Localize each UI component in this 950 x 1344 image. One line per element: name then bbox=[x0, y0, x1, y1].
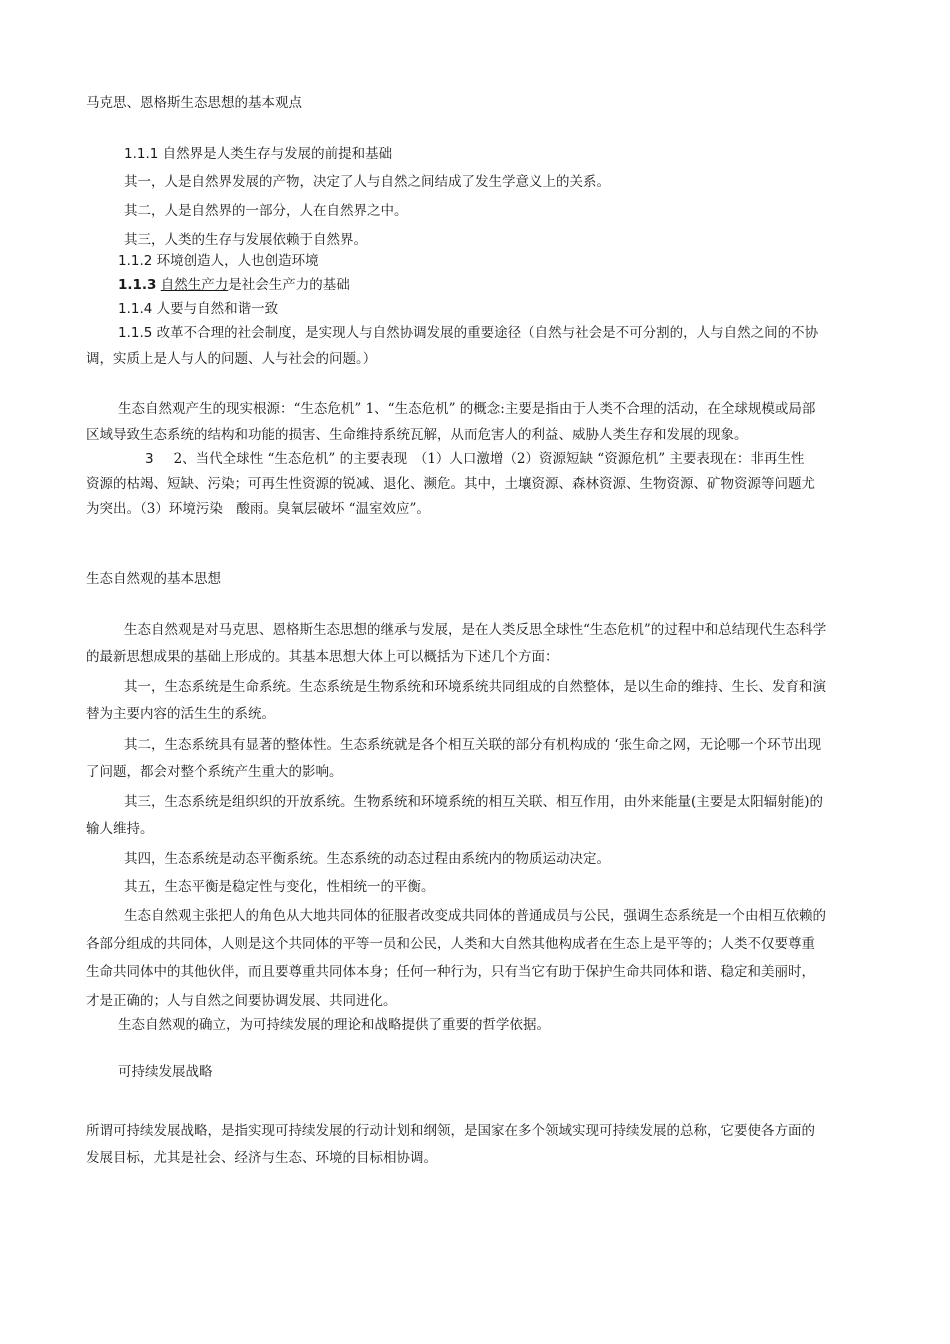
main-paragraph-line-2: 各部分组成的共同体，人则是这个共同体的平等一员和公民，人类和大自然其他构成者在生态上是平等的；人类不仅要尊重 bbox=[86, 936, 815, 952]
crisis-paragraph-line-3: 3 2、当代全球性 “生态危机” 的主要表现 （1）人口激增（2）资源短缺 “资源危机” 主要表现在：非再生性 bbox=[145, 451, 805, 467]
philosophical-basis: 生态自然观的确立，为可持续发展的理论和战略提供了重要的哲学依据。 bbox=[118, 1017, 550, 1033]
paragraph-qi-3: 其三，人类的生存与发展依赖于自然界。 bbox=[124, 232, 367, 248]
qi-2-line-2: 了问题，都会对整个系统产生重大的影响。 bbox=[86, 764, 343, 780]
crisis-paragraph-line-5: 为突出。（3）环境污染 酸雨。臭氧层破坏 “温室效应”。 bbox=[86, 501, 430, 517]
paragraph-qi-1: 其一，人是自然界发展的产物，决定了人与自然之间结成了发生学意义上的关系。 bbox=[124, 174, 610, 190]
heading-1-1-3: 1.1.3 自然生产力是社会生产力的基础 bbox=[118, 277, 350, 293]
heading-1-1-2: 1.1.2 环境创造人，人也创造环境 bbox=[118, 253, 319, 269]
heading-1-1-5: 1.1.5 改革不合理的社会制度，是实现人与自然协调发展的重要途径（自然与社会是不可分割的，人与自然之间的不协 bbox=[118, 325, 819, 341]
section-title-ecological-view: 生态自然观的基本思想 bbox=[86, 571, 221, 587]
heading-1-1-4: 1.1.4 人要与自然和谐一致 bbox=[118, 301, 279, 317]
crisis-paragraph-line-2: 区域导致生态系统的结构和功能的损害、生命维持系统瓦解，从而危害人的利益、威胁人类生存和发展的现象。 bbox=[86, 427, 748, 443]
sustainable-line-1: 所谓可持续发展战略，是指实现可持续发展的行动计划和纲领，是国家在多个领域实现可持续发展的总称，它要使各方面的 bbox=[86, 1123, 815, 1139]
qi-3-line-1: 其三，生态系统是组织织的开放系统。生物系统和环境系统的相互关联、相互作用，由外来能量(主要是太阳辐射能)的 bbox=[124, 794, 824, 810]
heading-1-1-1: 1.1.1 自然界是人类生存与发展的前提和基础 bbox=[124, 146, 393, 162]
main-paragraph-line-3: 生命共同体中的其他伙伴，而且要尊重共同体本身；任何一种行为，只有当它有助于保护生命共同体和谐、稳定和美丽时， bbox=[86, 964, 815, 980]
intro-line-1: 生态自然观是对马克思、恩格斯生态思想的继承与发展，是在人类反思全球性“生态危机”的过程中和总结现代生态科学 bbox=[124, 622, 827, 638]
main-paragraph-line-4: 才是正确的；人与自然之间要协调发展、共同进化。 bbox=[86, 993, 397, 1009]
qi-4: 其四，生态系统是动态平衡系统。生态系统的动态过程由系统内的物质运动决定。 bbox=[124, 851, 610, 867]
qi-5: 其五，生态平衡是稳定性与变化，性相统一的平衡。 bbox=[124, 879, 435, 895]
heading-1-1-5-continued: 调，实质上是人与人的问题、人与社会的问题。） bbox=[86, 351, 377, 367]
intro-line-2: 的最新思想成果的基础上形成的。其基本思想大体上可以概括为下述几个方面： bbox=[86, 649, 559, 665]
main-paragraph-line-1: 生态自然观主张把人的角色从大地共同体的征服者改变成共同体的普通成员与公民，强调生态系统是一个由相互依赖的 bbox=[124, 908, 826, 924]
natural-productivity-link[interactable]: 自然生产力 bbox=[160, 277, 229, 293]
paragraph-qi-2: 其二，人是自然界的一部分，人在自然界之中。 bbox=[124, 203, 408, 219]
qi-3-line-2: 输人维持。 bbox=[86, 821, 154, 837]
qi-1-line-2: 替为主要内容的活生生的系统。 bbox=[86, 706, 275, 722]
section-title-sustainable-development: 可持续发展战略 bbox=[118, 1064, 213, 1080]
crisis-paragraph-line-1: 生态自然观产生的现实根源：“生态危机” 1、“生态危机” 的概念:主要是指由于人类不合理的活动，在全球规模或局部 bbox=[118, 401, 816, 417]
sustainable-line-2: 发展目标，尤其是社会、经济与生态、环境的目标相协调。 bbox=[86, 1150, 437, 1166]
section-title-marx-engels: 马克思、恩格斯生态思想的基本观点 bbox=[86, 95, 302, 111]
qi-2-line-1: 其二，生态系统具有显著的整体性。生态系统就是各个相互关联的部分有机构成的 ‘张生命之网，无论哪一个环节出现 bbox=[124, 737, 822, 753]
qi-1-line-1: 其一，生态系统是生命系统。生态系统是生物系统和环境系统共同组成的自然整体，是以生命的维持、生长、发育和演 bbox=[124, 679, 826, 695]
crisis-paragraph-line-4: 资源的枯竭、短缺、污染；可再生性资源的锐减、退化、濒危。其中，土壤资源、森林资源、生物资源、矿物资源等问题尤 bbox=[86, 476, 815, 492]
